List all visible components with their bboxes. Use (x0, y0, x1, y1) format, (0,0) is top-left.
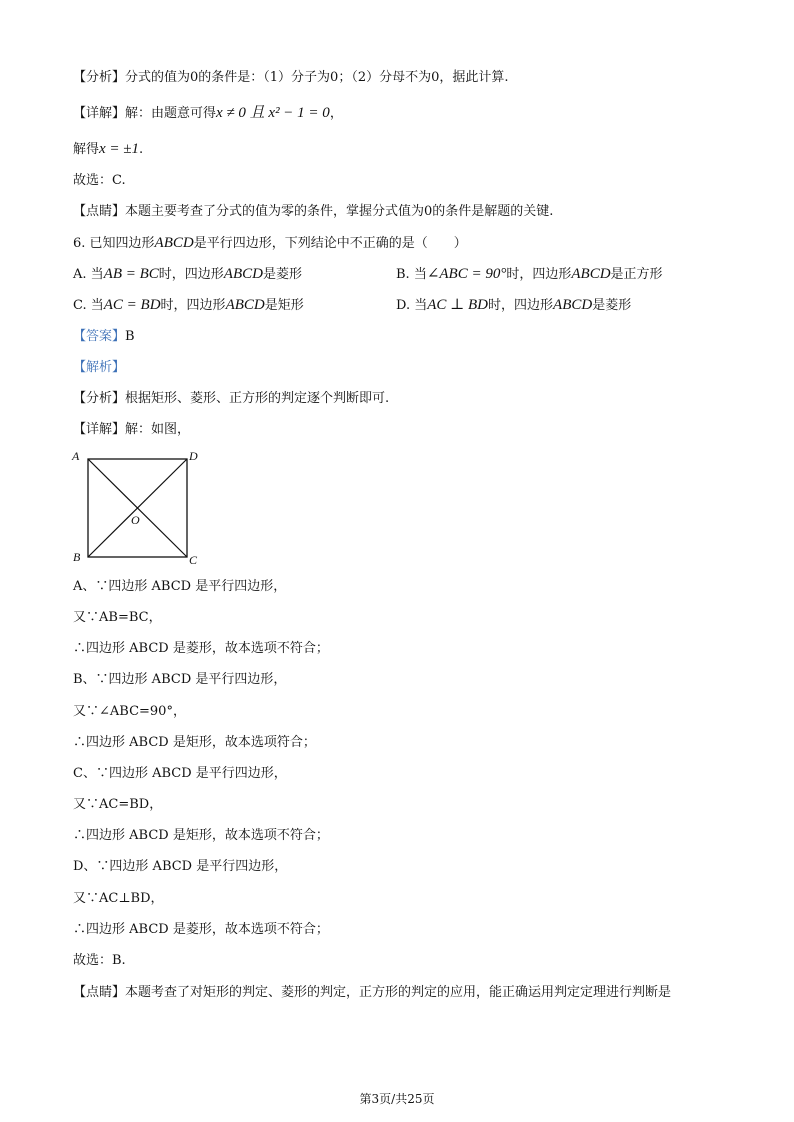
analysis-line-2: 【分析】根据矩形、菱形、正方形的判定逐个判断即可. (73, 391, 390, 406)
question-shape: ABCD (154, 235, 194, 251)
choice-line: 故选：C. (73, 173, 126, 188)
option-a-end: 是菱形 (262, 267, 302, 282)
option-b (396, 265, 663, 284)
option-a-shape: ABCD (223, 266, 263, 282)
option-a-condition: AB = BC (103, 266, 159, 282)
solution-math: x = ±1 (99, 141, 140, 157)
detail-prefix: 【详解】解：由题意可得 (73, 106, 217, 121)
step-line: ∴四边形 ABCD 是菱形，故本选项不符合； (73, 922, 329, 937)
page-number: 第3页/共25页 (359, 1092, 435, 1106)
option-d-label: D. 当 (396, 298, 428, 313)
option-c-mid: 时，四边形 (160, 298, 226, 313)
option-d-shape: ABCD (553, 297, 593, 313)
option-b-end: 是正方形 (610, 267, 663, 282)
question-6 (73, 234, 467, 253)
solution-prefix: 解得 (73, 142, 100, 157)
option-b-condition: ∠ABC = 90° (426, 266, 507, 282)
comment-line: 【点睛】本题主要考查了分式的值为零的条件，掌握分式值为0的条件是解题的关键. (73, 204, 554, 219)
option-a-label: A. 当 (73, 267, 104, 282)
step-line: B、∵四边形 ABCD 是平行四边形， (73, 672, 287, 687)
option-b-label: B. 当 (396, 267, 427, 282)
step-line: A、∵四边形 ABCD 是平行四边形， (73, 579, 287, 594)
step-line: 又∵AC⊥BD， (73, 891, 164, 906)
analysis-tag: 【解析】 (73, 360, 126, 375)
question-prefix: 6. 已知四边形 (73, 236, 155, 251)
detail-line-2: 【详解】解：如图， (73, 422, 191, 437)
option-a (73, 265, 302, 284)
detail-suffix: ， (329, 106, 343, 121)
step-line: ∴四边形 ABCD 是矩形，故本选项不符合； (73, 828, 329, 843)
question-suffix: 是平行四边形，下列结论中不正确的是（ ） (193, 236, 467, 251)
option-c (73, 296, 304, 315)
step-line: 又∵∠ABC=90°， (73, 704, 186, 719)
option-c-end: 是矩形 (264, 298, 304, 313)
vertex-label-b: B (73, 550, 81, 564)
analysis-line: 【分析】分式的值为0的条件是：（1）分子为0；（2）分母不为0，据此计算. (73, 70, 509, 85)
answer-line (73, 328, 135, 346)
solution-line (73, 140, 143, 159)
detail-line (73, 104, 343, 123)
step-line: 又∵AC=BD， (73, 797, 163, 812)
step-line: ∴四边形 ABCD 是矩形，故本选项符合； (73, 735, 316, 750)
solution-suffix: . (139, 142, 144, 157)
option-d-end: 是菱形 (592, 298, 632, 313)
option-c-label: C. 当 (73, 298, 104, 313)
option-c-shape: ABCD (225, 297, 265, 313)
option-d-mid: 时，四边形 (488, 298, 554, 313)
condition-math: x ≠ 0 且 x² − 1 = 0 (216, 105, 330, 121)
option-b-mid: 时，四边形 (506, 267, 572, 282)
vertex-label-d: D (189, 449, 198, 463)
step-line: D、∵四边形 ABCD 是平行四边形， (73, 859, 288, 874)
step-line: ∴四边形 ABCD 是菱形，故本选项不符合； (73, 641, 329, 656)
vertex-label-a: A (72, 449, 80, 463)
option-b-shape: ABCD (571, 266, 611, 282)
step-line: 故选：B. (73, 953, 126, 968)
final-comment: 【点睛】本题考查了对矩形的判定、菱形的判定，正方形的判定的应用，能正确运用判定定理进行判断是 (73, 985, 672, 1000)
answer-value: B (125, 329, 135, 344)
answer-tag: 【答案】 (73, 329, 126, 344)
option-c-condition: AC = BD (103, 297, 161, 313)
step-line: C、∵四边形 ABCD 是平行四边形， (73, 766, 287, 781)
vertex-label-c: C (189, 553, 198, 567)
option-d-condition: AC ⊥ BD (427, 297, 489, 313)
square-figure (68, 446, 208, 571)
step-line: 又∵AB=BC， (73, 610, 162, 625)
option-d (396, 296, 631, 315)
center-label-o: O (131, 513, 140, 527)
option-a-mid: 时，四边形 (158, 267, 224, 282)
